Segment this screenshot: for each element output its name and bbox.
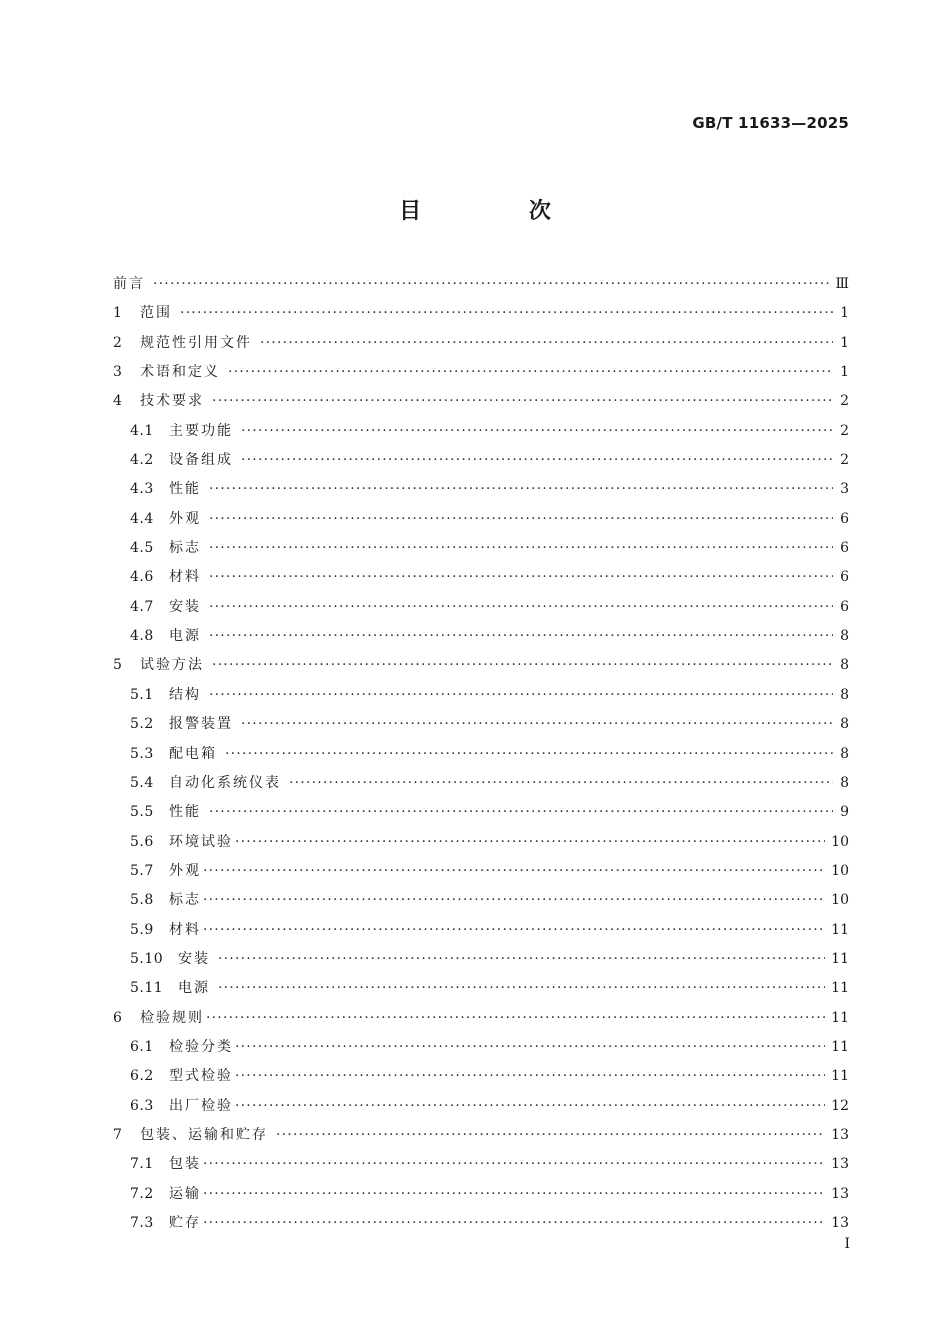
- toc-entry-label: 性能: [169, 804, 201, 821]
- toc-entry-number: 6.3: [130, 1097, 154, 1114]
- toc-entry-label: 前言: [113, 276, 145, 292]
- toc-entry-page: 11: [831, 950, 849, 967]
- toc-entry[interactable]: [113, 740, 849, 769]
- toc-entry-page: 3: [840, 481, 849, 498]
- toc-entry-label: 安装: [178, 950, 210, 967]
- toc-title: 目 次: [399, 199, 601, 224]
- toc-entry-label: 主要功能: [169, 422, 233, 439]
- toc-entry[interactable]: [113, 446, 849, 475]
- toc-entry-number: 5.7: [130, 862, 154, 879]
- toc-dot-leader: [203, 916, 825, 945]
- toc-dot-leader: [212, 387, 833, 416]
- toc-entry-label: 术语和定义: [140, 364, 220, 381]
- toc-entry-page: 13: [831, 1126, 849, 1143]
- toc-entry-number: 4.8: [130, 628, 154, 645]
- toc-entry-label: 外观: [169, 862, 201, 879]
- toc-entry-label: 出厂检验: [169, 1097, 233, 1114]
- toc-entry-page: 8: [840, 657, 849, 674]
- toc-entry-label: 检验分类: [169, 1038, 233, 1055]
- toc-entry-label: 电源: [169, 628, 201, 645]
- toc-entry-page: 1: [840, 334, 849, 351]
- toc-entry-label: 标志: [169, 540, 201, 557]
- toc-dot-leader: [209, 563, 833, 592]
- toc-dot-leader: [209, 798, 833, 827]
- toc-dot-leader: [241, 446, 833, 475]
- toc-entry-label: 配电箱: [169, 745, 217, 762]
- toc-entry[interactable]: [113, 857, 849, 886]
- toc-entry-number: 4: [113, 393, 123, 410]
- toc-entry-label: 规范性引用文件: [140, 334, 252, 351]
- toc-entry[interactable]: [113, 622, 849, 651]
- toc-dot-leader: [209, 681, 833, 710]
- toc-dot-leader: [260, 329, 833, 358]
- toc-entry-number: 2: [113, 334, 123, 351]
- toc-entry[interactable]: [113, 329, 849, 358]
- toc-entry-label: 外观: [169, 510, 201, 527]
- toc-entry-page: 10: [831, 833, 849, 850]
- page-number: I: [844, 1236, 850, 1252]
- toc-dot-leader: [218, 974, 825, 1003]
- toc-entry-page: Ⅲ: [835, 276, 849, 292]
- toc-entry[interactable]: [113, 1092, 849, 1121]
- toc-entry-label: 包装: [169, 1156, 201, 1173]
- toc-entry[interactable]: [113, 593, 849, 622]
- toc-entry-label: 范围: [140, 305, 172, 322]
- toc-entry-number: 5.5: [130, 804, 154, 821]
- table-of-contents: [113, 270, 849, 1238]
- toc-entry-page: 6: [840, 598, 849, 615]
- toc-entry-page: 8: [840, 716, 849, 733]
- toc-entry[interactable]: [113, 299, 849, 328]
- toc-entry-label: 安装: [169, 598, 201, 615]
- toc-entry-label: 材料: [169, 569, 201, 586]
- toc-dot-leader: [206, 1004, 825, 1033]
- toc-entry[interactable]: [113, 505, 849, 534]
- toc-entry[interactable]: [113, 1121, 849, 1150]
- toc-entry-number: 4.2: [130, 452, 154, 469]
- toc-entry-page: 8: [840, 745, 849, 762]
- toc-entry-number: 5.9: [130, 921, 154, 938]
- toc-entry[interactable]: [113, 974, 849, 1003]
- toc-entry-label: 贮存: [169, 1215, 201, 1231]
- toc-entry-number: 4.3: [130, 481, 154, 498]
- toc-dot-leader: [180, 299, 833, 328]
- toc-entry[interactable]: [113, 798, 849, 827]
- toc-dot-leader: [209, 622, 833, 651]
- toc-entry-page: 11: [831, 1068, 849, 1085]
- toc-entry[interactable]: [113, 1180, 849, 1209]
- toc-entry[interactable]: [113, 1209, 849, 1238]
- toc-entry-label: 设备组成: [169, 452, 233, 469]
- toc-entry-page: 2: [840, 422, 849, 439]
- toc-dot-leader: [289, 769, 833, 798]
- toc-entry[interactable]: [113, 1033, 849, 1062]
- toc-entry-number: 5.10: [130, 950, 164, 967]
- toc-entry-page: 10: [831, 892, 849, 909]
- toc-entry[interactable]: [113, 563, 849, 592]
- toc-dot-leader: [235, 1033, 825, 1062]
- toc-entry-page: 2: [840, 452, 849, 469]
- toc-entry-number: 4.6: [130, 569, 154, 586]
- toc-entry-label: 性能: [169, 481, 201, 498]
- toc-dot-leader: [218, 945, 825, 974]
- toc-entry-label: 电源: [178, 980, 210, 997]
- toc-entry[interactable]: [113, 270, 849, 299]
- toc-dot-leader: [241, 417, 833, 446]
- toc-dot-leader: [153, 270, 829, 299]
- toc-entry-number: 6.1: [130, 1038, 154, 1055]
- toc-entry-number: 7: [113, 1126, 123, 1143]
- toc-entry-page: 11: [831, 921, 849, 938]
- toc-dot-leader: [212, 651, 833, 680]
- toc-entry-label: 技术要求: [140, 393, 204, 410]
- toc-entry-label: 环境试验: [169, 833, 233, 850]
- toc-entry-page: 8: [840, 686, 849, 703]
- toc-dot-leader: [203, 1150, 825, 1179]
- toc-entry-label: 标志: [169, 892, 201, 909]
- toc-entry-page: 6: [840, 540, 849, 557]
- toc-entry[interactable]: [113, 1150, 849, 1179]
- toc-entry-page: 9: [840, 804, 849, 821]
- toc-entry-label: 试验方法: [140, 657, 204, 674]
- toc-dot-leader: [203, 1180, 825, 1209]
- toc-entry-page: 13: [831, 1215, 849, 1231]
- toc-entry-number: 6: [113, 1009, 123, 1026]
- toc-entry[interactable]: [113, 1062, 849, 1091]
- toc-entry-page: 1: [840, 305, 849, 322]
- toc-entry-number: 3: [113, 364, 123, 381]
- toc-entry-page: 12: [831, 1097, 849, 1114]
- toc-entry-page: 13: [831, 1185, 849, 1202]
- toc-entry[interactable]: [113, 651, 849, 680]
- toc-entry-number: 5.8: [130, 892, 154, 909]
- toc-entry-number: 5.6: [130, 833, 154, 850]
- toc-entry[interactable]: [113, 710, 849, 739]
- toc-entry[interactable]: [113, 769, 849, 798]
- toc-dot-leader: [203, 857, 825, 886]
- toc-dot-leader: [228, 358, 833, 387]
- toc-entry-page: 8: [840, 628, 849, 645]
- toc-entry-label: 结构: [169, 686, 201, 703]
- toc-dot-leader: [209, 505, 833, 534]
- toc-entry-number: 5.1: [130, 686, 154, 703]
- toc-entry-number: 5.2: [130, 716, 154, 733]
- toc-entry-number: 4.4: [130, 510, 154, 527]
- toc-entry-page: 11: [831, 980, 849, 997]
- toc-entry-number: 6.2: [130, 1068, 154, 1085]
- toc-entry-page: 6: [840, 569, 849, 586]
- toc-entry-number: 1: [113, 305, 123, 322]
- toc-entry-number: 5: [113, 657, 123, 674]
- toc-dot-leader: [235, 1062, 825, 1091]
- toc-entry[interactable]: [113, 886, 849, 915]
- toc-entry-label: 材料: [169, 921, 201, 938]
- toc-entry-page: 10: [831, 862, 849, 879]
- toc-dot-leader: [235, 1092, 825, 1121]
- toc-entry-page: 11: [831, 1038, 849, 1055]
- toc-entry-page: 6: [840, 510, 849, 527]
- toc-entry[interactable]: [113, 417, 849, 446]
- toc-dot-leader: [209, 475, 833, 504]
- toc-entry[interactable]: [113, 358, 849, 387]
- toc-entry-label: 自动化系统仪表: [169, 774, 281, 791]
- toc-entry-number: 4.5: [130, 540, 154, 557]
- toc-dot-leader: [241, 710, 833, 739]
- toc-entry-page: 13: [831, 1156, 849, 1173]
- toc-dot-leader: [209, 534, 833, 563]
- toc-entry-number: 5.4: [130, 774, 154, 791]
- toc-entry-label: 型式检验: [169, 1068, 233, 1085]
- toc-entry-number: 7.3: [130, 1215, 154, 1231]
- toc-entry-page: 2: [840, 393, 849, 410]
- toc-entry[interactable]: [113, 475, 849, 504]
- toc-entry-label: 报警装置: [169, 716, 233, 733]
- toc-entry[interactable]: [113, 681, 849, 710]
- standard-code: GB/T 11633—2025: [692, 114, 849, 132]
- toc-entry-number: 7.1: [130, 1156, 154, 1173]
- toc-dot-leader: [235, 828, 825, 857]
- toc-entry[interactable]: [113, 1004, 849, 1033]
- toc-entry[interactable]: [113, 916, 849, 945]
- toc-entry-number: 4.1: [130, 422, 154, 439]
- toc-entry-number: 5.3: [130, 745, 154, 762]
- toc-entry-page: 11: [831, 1009, 849, 1026]
- toc-dot-leader: [203, 886, 825, 915]
- toc-entry[interactable]: [113, 534, 849, 563]
- toc-entry-number: 5.11: [130, 980, 164, 997]
- toc-dot-leader: [276, 1121, 825, 1150]
- toc-entry-label: 检验规则: [140, 1009, 204, 1026]
- toc-dot-leader: [225, 740, 833, 769]
- toc-entry-number: 7.2: [130, 1185, 154, 1202]
- toc-entry[interactable]: [113, 828, 849, 857]
- toc-dot-leader: [209, 593, 833, 622]
- toc-dot-leader: [203, 1209, 825, 1238]
- toc-entry-page: 8: [840, 774, 849, 791]
- toc-entry-number: 4.7: [130, 598, 154, 615]
- toc-entry-page: 1: [840, 364, 849, 381]
- toc-entry[interactable]: [113, 387, 849, 416]
- toc-entry-label: 运输: [169, 1185, 201, 1202]
- toc-entry[interactable]: [113, 945, 849, 974]
- toc-entry-label: 包装、运输和贮存: [140, 1126, 268, 1143]
